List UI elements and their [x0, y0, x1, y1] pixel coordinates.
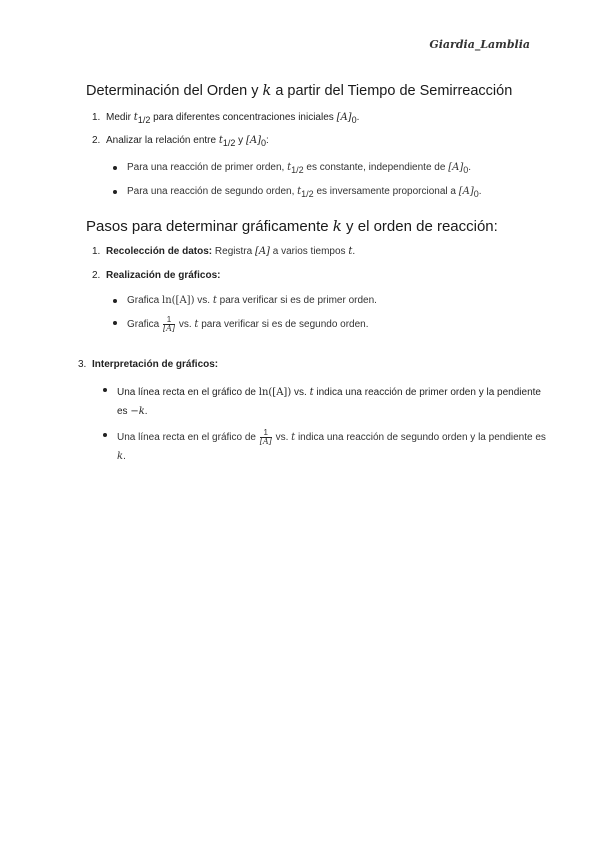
heading-text-end: y el orden de reacción:	[341, 218, 498, 235]
math-t: t	[212, 295, 217, 306]
heading-k: k	[332, 217, 342, 235]
fraction-denominator: [A]	[259, 436, 272, 446]
punct: .	[468, 162, 472, 173]
step-text: para diferentes concentraciones iniciales	[150, 112, 337, 123]
bullet-text: vs.	[176, 319, 195, 331]
math-sub: 1/2	[137, 115, 151, 125]
step-number: 1.	[92, 246, 101, 257]
step-number: 3.	[78, 359, 87, 370]
math-t: t	[297, 186, 302, 197]
bullet-text: vs.	[291, 387, 310, 398]
math-t: t	[291, 432, 296, 443]
math-t: t	[309, 387, 314, 398]
math-sub: 1/2	[222, 138, 236, 148]
section2-heading	[86, 217, 498, 235]
heading-text: Pasos para determinar gráficamente	[86, 218, 333, 235]
step-text: Medir	[106, 112, 134, 123]
math-sub: 1/2	[291, 165, 304, 175]
step-text: Registra	[212, 246, 255, 257]
bullet-text: Una línea recta en el gráfico de	[117, 387, 259, 398]
math-t: t	[348, 246, 353, 257]
heading-k: k	[262, 83, 272, 99]
fraction-denominator: [A]	[163, 324, 176, 333]
s1-step-2	[92, 134, 269, 150]
math-slope: −k	[130, 406, 145, 417]
fraction-numerator: 1	[163, 316, 175, 325]
bullet-text: Para una reacción de primer orden,	[127, 162, 288, 173]
bullet-text: Grafica	[127, 319, 163, 331]
punct: .	[356, 112, 360, 123]
punct: .	[352, 246, 356, 257]
s2-bullet-2	[127, 316, 369, 333]
math-conc: [A]	[448, 162, 464, 173]
math-sub: 0	[463, 165, 469, 175]
punct: .	[144, 406, 148, 417]
s2-step-3	[78, 358, 218, 372]
step-label: Recolección de datos:	[106, 246, 213, 257]
punct: .	[478, 186, 482, 197]
math-t: t	[218, 135, 223, 146]
step-label: Realización de gráficos:	[106, 270, 221, 281]
bullet-text: indica una reacción de primer orden y la pendiente es	[117, 387, 541, 417]
math-conc: [A]	[254, 246, 270, 257]
s2-step-2	[92, 269, 220, 283]
step-number: 1.	[92, 112, 101, 123]
s1-bullet-1	[127, 161, 471, 177]
header-tag: Giardia_Lamblia	[429, 38, 530, 51]
s1-step-1	[92, 111, 359, 127]
bullet-text: para verificar si es de primer orden.	[216, 295, 377, 306]
math-ln: ln([A])	[162, 295, 195, 306]
bullet-text: es inversamente proporcional a	[313, 186, 459, 197]
step-text: Analizar la relación entre	[106, 135, 219, 146]
step-number: 2.	[92, 135, 101, 146]
math-sub: 0	[351, 115, 357, 125]
math-sub: 0	[473, 189, 479, 199]
bullet-text: para verificar si es de segundo orden.	[198, 319, 369, 331]
math-t: t	[194, 319, 199, 331]
bullet-text: vs.	[194, 295, 213, 306]
step-text: y	[235, 135, 246, 146]
bullet-text: indica una reacción de segundo orden y la pendiente es	[295, 432, 546, 443]
s2-step-1	[92, 245, 355, 259]
math-slope: k	[117, 451, 124, 462]
s2-bullet-4	[117, 428, 547, 466]
math-fraction	[163, 316, 175, 333]
s2-bullet-3	[117, 383, 547, 421]
punct: .	[123, 451, 126, 462]
math-fraction	[260, 429, 272, 446]
bullet-text: es constante, independiente de	[303, 162, 449, 173]
math-ln: ln([A])	[258, 387, 292, 398]
punct: :	[266, 135, 269, 146]
math-conc: [A]	[458, 186, 474, 197]
math-t: t	[133, 112, 138, 123]
bullet-text: vs.	[272, 432, 292, 443]
heading-text: Determinación del Orden y	[86, 83, 263, 99]
heading-text-end: a partir del Tiempo de Semirreacción	[271, 83, 513, 99]
step-number: 2.	[92, 270, 101, 281]
bullet-text: Una línea recta en el gráfico de	[117, 432, 259, 443]
s2-bullet-1	[127, 294, 377, 308]
step-text: a varios tiempos	[269, 246, 349, 257]
step-label: Interpretación de gráficos:	[92, 359, 219, 370]
bullet-text: Grafica	[127, 295, 163, 306]
section1-heading	[86, 83, 512, 99]
bullet-text: Para una reacción de segundo orden,	[127, 186, 298, 197]
fraction-numerator: 1	[260, 429, 272, 438]
math-t: t	[287, 162, 292, 173]
math-sub: 1/2	[301, 189, 314, 199]
s1-bullet-2	[127, 185, 482, 201]
math-conc: [A]	[245, 135, 261, 146]
math-conc: [A]	[336, 112, 352, 123]
math-sub: 0	[260, 138, 266, 148]
